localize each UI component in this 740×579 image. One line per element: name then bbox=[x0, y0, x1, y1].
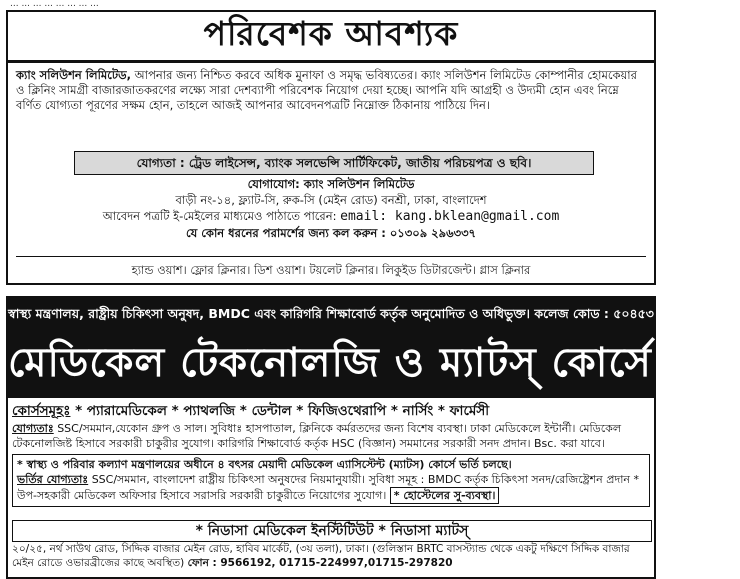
eligibility-block bbox=[12, 421, 650, 451]
courses-list: * প্যারামেডিকেল * প্যাথলজি * ডেন্টাল * ফিজিওথেরাপি * নার্সিং * ফার্মেসী bbox=[75, 403, 490, 419]
contact-address: বাড়ী নং-১৪, ফ্ল্যাট-সি, রুক-সি (মেইন রোড) বনশ্রী, ঢাকা, বাংলাদেশ bbox=[175, 193, 487, 207]
eligibility-label: যোগ্যতাঃ bbox=[12, 422, 54, 435]
contact-title: যোগাযোগ: ক্যাং সলিউশন লিমিটেড bbox=[247, 177, 415, 191]
email-label: আবেদন পত্রটি ই-মেইলের মাধ্যমেও পাঠাতে পারেন: bbox=[102, 209, 337, 223]
call-line: যে কোন ধরনের পরামর্শের জন্য কল করুন : ০১৩০৯ ২৯৬৩৩৭ bbox=[185, 226, 477, 240]
courses-label: কোর্সসমূহঃ bbox=[12, 403, 71, 419]
courses-row bbox=[12, 402, 650, 420]
institute-address: ২০/২৫, নর্থ সাউথ রোড, সিদ্দিক বাজার মেইন রোড, হাবিব মার্কেট, (৩য় তলা), ঢাকা। (গুলিস্তান BRTC বাসস্ট্যান্ড থেকে একটু দক্ষিণে সিদ্দিক বাজার মেইন রোডে ওভারব্রীজের কাছে অবস্থিত) bbox=[12, 543, 630, 569]
email-row bbox=[8, 208, 654, 225]
previous-ad-cutoff-text: ... ... ... ... ... ... ... ... bbox=[10, 0, 99, 9]
admission-title: মেডিকেল টেকনোলজি ও ম্যাটস্ কোর্সে ভর্তি bbox=[8, 330, 654, 398]
eligibility-text: SSC/সমমান,যেকোন গ্রুপ ও সাল। সুবিধাঃ হাসপাতাল, ক্লিনিকে কর্মরতদের জন্য বিশেষ ব্যবস্থা। ঢাকা মেডিকেলে ইন্টার্নী। মেডিকেল টেকনোলজিষ্ট হিসাবে সরকারী চাকুরীর সুযোগ। কারিগরি শিক্ষাবোর্ড কর্তৃক HSC (বিজ্ঞান) সমমানের সরকারী সনদ প্রদান। Bsc. করা যাবে। bbox=[12, 422, 622, 450]
institute-address-block bbox=[12, 542, 650, 570]
mats-eligibility-label: ভর্তির যোগ্যতাঃ bbox=[17, 473, 89, 486]
institute-phone[interactable]: ফোন : 9566192, 01715-224997,01715-297820 bbox=[187, 557, 453, 569]
mats-notice-box bbox=[12, 454, 650, 507]
intro-text: আপনার জন্য নিশ্চিত করবে অধিক মুনাফা ও সমৃদ্ধ ভবিষ্যতের। ক্যাং সলিউশন লিমিটেড কোম্পানীর হোমকেয়ার ও ক্লিনিং সামগ্রী বাজারজাতকরণের লক্ষ্যে সারা দেশব্যাপী পরিবেশক নিয়োগ দেয়া হচ্ছে। আপনি যদি আগ্রহী ও উদ্যমী হোন এবং নিম্নে বর্ণিত যোগ্যতা পূরণের সক্ষম হোন, তাহলে আজই আপনার আবেদনপত্রটি নিম্নোক্ত ঠিকানায় পাঠিয়ে দিন। bbox=[16, 68, 637, 112]
ad-heading-banner bbox=[8, 12, 654, 63]
mats-eligibility-text: SSC/সমমান, বাংলাদেশ রাষ্ট্রীয় চিকিৎসা অনুষদের নিয়মানুযায়ী। সুবিধা সমূহ : BMDC কর্তৃক চিকিৎসা সনদ/রেজিষ্ট্রেশন প্রদান * উপ-সহকারী মেডিকেল অফিসার হিসাবে সরাসরি সরকারী চাকুরীতে নিয়োগের সুযোগ। bbox=[17, 473, 639, 502]
email-address[interactable]: email: kang.bklean@gmail.com bbox=[340, 209, 560, 224]
mats-notice: * স্বাস্থ্য ও পরিবার কল্যাণ মন্ত্রণালয়ের অধীনে ৪ বৎসর মেয়াদী মেডিকেল এ্যাসিস্টেন্ট (ম্যাটস) কোর্সে ভর্তি চলছে। bbox=[17, 458, 512, 471]
company-name: ক্যাং সলিউশন লিমিটেড, bbox=[16, 68, 132, 82]
distributor-wanted-ad bbox=[6, 10, 656, 285]
requirements-box: যোগ্যতা : ট্রেড লাইসেন্স, ব্যাংক সলভেন্সি সার্টিফিকেট, জাতীয় পরিচয়পত্র ও ছবি। bbox=[74, 151, 594, 175]
medical-admission-ad bbox=[6, 296, 740, 579]
contact-block bbox=[8, 176, 654, 241]
hostel-badge: * হোস্টেলের সু-ব্যবস্থা। bbox=[390, 487, 500, 504]
approval-banner: স্বাস্থ্য মন্ত্রণালয়, রাষ্ট্রীয় চিকিৎসা অনুষদ, BMDC এবং কারিগরি শিক্ষাবোর্ড কর্তৃক অনুমোদিত ও অধিভুক্ত। কলেজ কোড : ৫০৪৫৩ bbox=[8, 298, 654, 330]
ad-intro bbox=[16, 68, 646, 113]
product-list: হ্যান্ড ওয়াশ। ফ্লোর ক্লিনার। ডিশ ওয়াশ। টয়লেট ক্লিনার। লিকুইড ডিটারজেন্ট। গ্লাস ক্লিনার bbox=[16, 256, 646, 281]
ad-heading: পরিবেশক আবশ্যক bbox=[203, 14, 459, 53]
institute-names: * নিডাসা মেডিকেল ইনস্টিটিউট * নিডাসা ম্যাটস্ bbox=[12, 520, 652, 542]
